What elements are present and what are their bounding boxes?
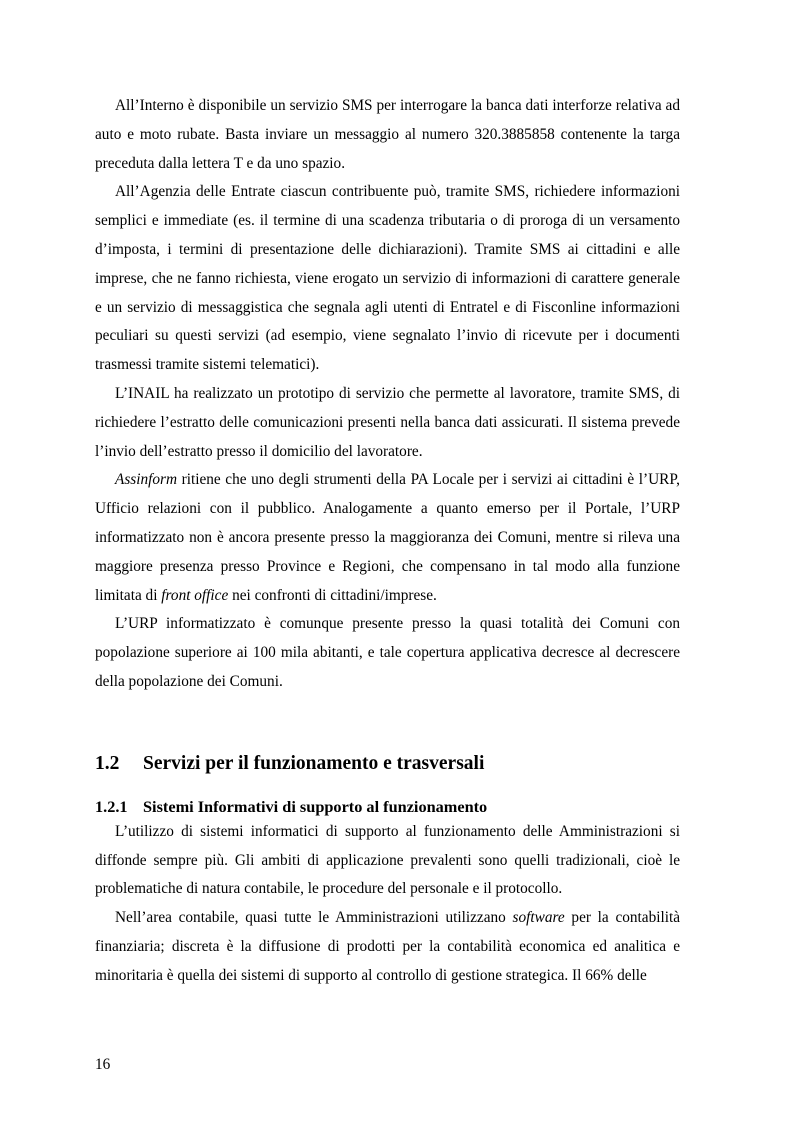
section-heading — [95, 751, 680, 777]
paragraph-utilizzo-sistemi: L’utilizzo di sistemi informatici di supporto al funzionamento delle Amministrazioni si diffonde sempre più. Gli ambiti di applicazione prevalenti sono quelli tradizionali, cioè le problematiche di natura contabile, le procedure del personale e il protocollo. — [95, 822, 680, 898]
section-number: 1.2 — [95, 752, 120, 774]
subsection-title: Sistemi Informativi di supporto al funzionamento — [143, 796, 488, 816]
subsection-heading — [95, 796, 680, 818]
page-content — [95, 92, 680, 991]
subsection-number: 1.2.1 — [95, 796, 128, 816]
paragraph-area-contabile: Nell’area contabile, quasi tutte le Amministrazioni utilizzano software per la contabilità finanziaria; discreta è la diffusione di prodotti per la contabilità economica ed analitica e minoritaria è quella dei sistemi di supporto al controllo di gestione strategica. Il 66% delle — [95, 909, 681, 984]
section-title: Servizi per il funzionamento e trasversali — [143, 752, 485, 774]
page-number: 16 — [95, 1056, 111, 1073]
paragraph-assinform-urp: Assinform ritiene che uno degli strumenti della PA Locale per i servizi ai cittadini è l’URP, Ufficio relazioni con il pubblico. Analogamente a quanto emerso per il Portale, l’URP informatizzato non è ancora presente presso la maggioranza dei Comuni, mentre si rileva una maggiore presenza presso Province e Regioni, che compensano in tal modo alla funzione limitata di front office nei confronti di cittadini/imprese. — [95, 471, 680, 604]
paragraph-sms-interno: All’Interno è disponibile un servizio SMS per interrogare la banca dati interforze relativa ad auto e moto rubate. Basta inviare un messaggio al numero 320.3885858 contenente la targa preceduta dalla lettera T e da uno spazio. — [95, 97, 680, 172]
paragraph-agenzia-entrate: All’Agenzia delle Entrate ciascun contribuente può, tramite SMS, richiedere informazioni semplici e immediate (es. il termine di una scadenza tributaria o di proroga di un versamento d’imposta, i termini di presentazione delle dichiarazioni). Tramite SMS ai cittadini e alle imprese, che ne fanno richiesta, viene erogato un servizio di informazioni di carattere generale e un servizio di messaggistica che segnala agli utenti di Entratel e di Fisconline informazioni peculiari su questi servizi (ad esempio, viene segnalato l’invio di ricevute per i documenti trasmessi tramite sistemi telematici). — [95, 183, 680, 374]
paragraph-urp-copertura: L’URP informatizzato è comunque presente presso la quasi totalità dei Comuni con popolazione superiore ai 100 mila abitanti, e tale copertura applicativa decresce al decrescere della popolazione dei Comuni. — [95, 615, 680, 690]
paragraph-inail: L’INAIL ha realizzato un prototipo di servizio che permette al lavoratore, tramite SMS, di richiedere l’estratto delle comunicazioni presenti nella banca dati assicurati. Il sistema prevede l’invio dell’estratto presso il domicilio del lavoratore. — [95, 384, 680, 460]
